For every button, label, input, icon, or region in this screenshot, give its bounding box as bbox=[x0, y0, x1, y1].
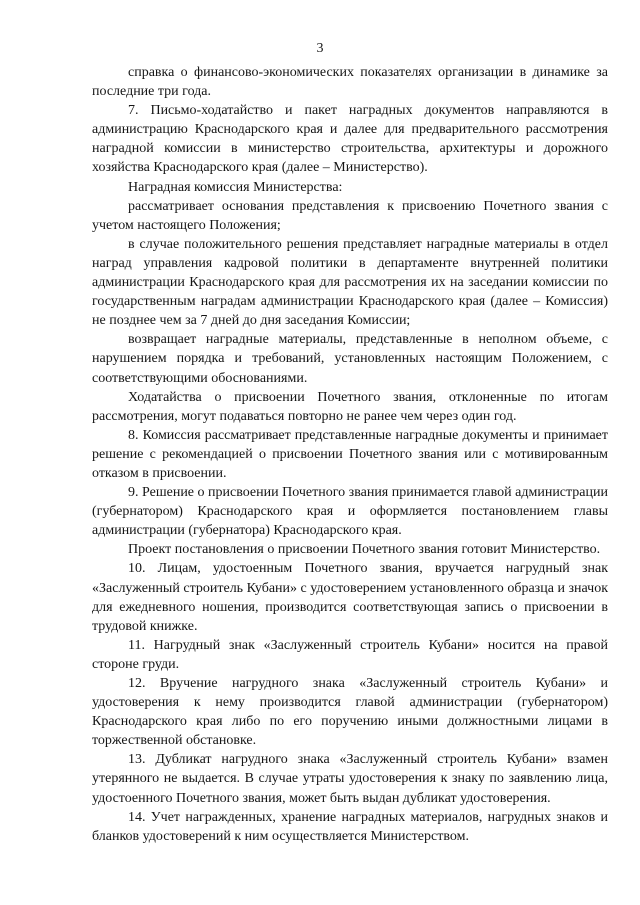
body-text bbox=[92, 63, 608, 846]
paragraph-9-governor-decision: 9. Решение о присвоении Почетного звания принимается главой администрации (губернатором) Краснодарского края и оформляется постановлением главы администрации (губернатора) Краснодарского края. bbox=[92, 485, 608, 539]
page-number: 3 bbox=[316, 41, 324, 56]
paragraph-resubmission: Ходатайства о присвоении Почетного звания, отклоненные по итогам рассмотрения, могут подаваться повторно не ранее чем через один год. bbox=[92, 389, 608, 424]
paragraph-12-presentation: 12. Вручение нагрудного знака «Заслуженный строитель Кубани» и удостоверения к нему производится главой администрации (губернатором) Краснодарского края либо по его поручению иными должностными лицами в торжественной обстановке. bbox=[92, 676, 608, 749]
paragraph-13-duplicate: 13. Дубликат нагрудного знака «Заслуженный строитель Кубани» взамен утерянного не выдается. В случае утраты удостоверения к знаку по заявлению лица, удостоенного Почетного звания, может быть выдан дубликат удостоверения. bbox=[92, 752, 608, 806]
paragraph-8-decision: 8. Комиссия рассматривает представленные наградные документы и принимает решение с рекомендацией о присвоении Почетного звания или с мотивированным отказом в присвоении. bbox=[92, 427, 608, 481]
paragraph-commission-reviews: рассматривает основания представления к присвоению Почетного звания с учетом настоящего Положения; bbox=[92, 198, 608, 233]
paragraph-11-badge-wear: 11. Нагрудный знак «Заслуженный строитель Кубани» носится на правой стороне груди. bbox=[92, 637, 608, 672]
paragraph-financial-report: справка о финансово-экономических показателях организации в динамике за последние три года. bbox=[92, 65, 608, 100]
paragraph-7-submission: 7. Письмо-ходатайство и пакет наградных документов направляются в администрацию Краснодарского края и далее для предварительного рассмотрения наградной комиссии в министерство строительства, архитектуры и дорожного хозяйства Краснодарского края (далее – Министерство). bbox=[92, 103, 608, 176]
paragraph-10-badge-award: 10. Лицам, удостоенным Почетного звания, вручается нагрудный знак «Заслуженный строитель Кубани» с удостоверением установленного образца и значок для ежедневного ношения, производится соответствующая запись о присвоении в трудовой книжке. bbox=[92, 561, 608, 634]
paragraph-commission-forwards: в случае положительного решения представляет наградные материалы в отдел наград управления кадровой политики в департаменте внутренней политики администрации Краснодарского края для рассмотрения их на заседании комиссии по государственным наградам администрации Краснодарского края (далее – Комиссия) не позднее чем за 7 дней до дня заседания Комиссии; bbox=[92, 236, 608, 329]
paragraph-commission-heading: Наградная комиссия Министерства: bbox=[128, 179, 343, 195]
paragraph-commission-returns: возвращает наградные материалы, представленные в неполном объеме, с нарушением порядка и требований, установленных настоящим Положением, с соответствующими обоснованиями. bbox=[92, 332, 608, 386]
paragraph-draft-resolution: Проект постановления о присвоении Почетного звания готовит Министерство. bbox=[128, 542, 601, 558]
paragraph-14-records: 14. Учет награжденных, хранение наградных материалов, нагрудных знаков и бланков удостоверений к ним осуществляется Министерством. bbox=[92, 809, 608, 844]
